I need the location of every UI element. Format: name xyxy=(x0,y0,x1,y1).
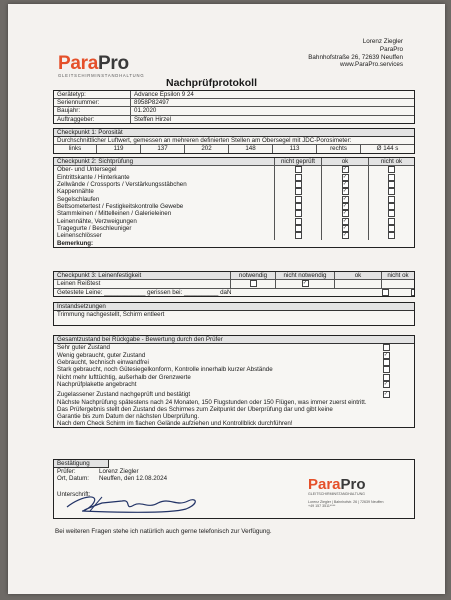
cp1-cell: 137 xyxy=(141,145,185,152)
cp2-not-checked-checkbox[interactable] xyxy=(295,196,302,203)
cp3-col-ok: ok xyxy=(335,272,382,279)
cp2-row xyxy=(54,196,414,203)
state-note: Das Prüfergebnis stellt den Zustand des Schirmes zum Zeitpunkt der Überprüfung dar und gibt keine xyxy=(57,405,333,413)
cp2-item-label: Leinenschlösser xyxy=(54,232,275,239)
cp1-cell: rechts xyxy=(317,145,361,152)
cp3-unit: daN xyxy=(220,288,232,296)
address-web: www.ParaPro.services xyxy=(340,61,403,69)
state-row xyxy=(54,374,414,381)
confirm-examiner-label: Prüfer: xyxy=(57,468,76,476)
document-title: Nachprüfprotokoll xyxy=(166,77,257,89)
cp2-row xyxy=(54,225,414,232)
state-label: Stark gebraucht, noch Gütesiegelkonform, Kontrolle innerhalb kurzer Abstände xyxy=(57,366,273,374)
address-block xyxy=(308,38,403,69)
cp1-description: Durchschnittlicher Luftwert, gemessen an mehreren definierten Stellen am Obersegel mit JDC-Porosimeter: xyxy=(54,137,414,145)
approved-label: Zugelassener Zustand nachgeprüft und bestätigt xyxy=(57,391,191,399)
cp2-ok-checkbox[interactable]: ✓ xyxy=(342,217,348,224)
cp2-item-label: Stammleinen / Mittelleinen / Galerieleinen xyxy=(54,210,275,217)
cp2-item-label: Kappennähte xyxy=(54,188,275,195)
cp2-not-ok-checkbox[interactable] xyxy=(388,225,395,232)
checkpoint-3-box: Checkpunkt 3: Leinenfestigkeit notwendig nicht notwendig ok nicht ok Leinen Reißtest ✓ Getestete Leine: ____________ gerissen bei: __________ daN xyxy=(53,271,415,297)
cp2-title: Checkpunkt 2: Sichtprüfung xyxy=(54,158,275,165)
cp1-cell: 148 xyxy=(229,145,273,152)
cp2-not-ok-checkbox[interactable] xyxy=(388,218,395,225)
cp2-row xyxy=(54,218,414,225)
cp3-needed-checkbox[interactable] xyxy=(250,280,257,287)
cp2-col-ok: ok xyxy=(322,158,369,165)
cp3-torn-at-label: gerissen bei: xyxy=(147,288,183,296)
cp2-not-checked-checkbox[interactable] xyxy=(295,232,302,239)
cp2-row xyxy=(54,232,414,239)
cp1-title: Checkpunkt 1: Porosität xyxy=(54,129,414,137)
cp1-average: Ø 144 s xyxy=(376,145,399,153)
repairs-title: Instandsetzungen xyxy=(54,303,414,311)
cp2-not-checked-checkbox[interactable] xyxy=(295,166,302,173)
confirm-signature-label: Unterschrift: xyxy=(57,490,91,498)
repairs-text: Trimmung nachgestellt, Schirm entleert xyxy=(57,311,165,319)
badge-label: Nachprüfplakette angebracht xyxy=(57,380,137,388)
cp2-remarks: Bemerkung: xyxy=(57,239,94,247)
cp2-ok-checkbox[interactable]: ✓ xyxy=(342,166,348,173)
cp2-not-ok-checkbox[interactable] xyxy=(388,232,395,239)
stamp-sub: GLEITSCHIRMINSTANDHALTUNG xyxy=(308,492,365,496)
cp2-not-ok-checkbox[interactable] xyxy=(388,166,395,173)
repairs-box xyxy=(53,302,415,326)
cp2-ok-checkbox[interactable]: ✓ xyxy=(342,180,348,187)
address-street: Bahnhofstraße 26, 72639 Neuffen xyxy=(308,53,403,61)
cp3-col-not-ok: nicht ok xyxy=(387,272,409,279)
device-type-value: Advance Epsilon 9 24 xyxy=(134,91,194,98)
state-checkbox[interactable] xyxy=(383,366,390,373)
handwritten-signature xyxy=(62,491,212,515)
brand-tagline: GLEITSCHIRMINSTANDHALTUNG xyxy=(58,73,145,78)
footer-note: Bei weiteren Fragen stehe ich natürlich auch gerne telefonisch zur Verfügung. xyxy=(55,528,272,535)
state-checkbox[interactable] xyxy=(383,344,390,351)
cp2-not-ok-checkbox[interactable] xyxy=(388,196,395,203)
confirm-date-label: Ort, Datum: xyxy=(57,475,89,483)
cp2-not-ok-checkbox[interactable] xyxy=(388,203,395,210)
brand-word-pro: Pro xyxy=(98,53,129,74)
cp2-row xyxy=(54,203,414,210)
state-note: Nächste Nachprüfung spätestens nach 24 Monaten, 150 Flugstunden oder 150 Flügen, was immer zuerst eintritt. xyxy=(57,398,367,406)
client-label: Auftraggeber: xyxy=(54,116,131,123)
brand-word-para: Para xyxy=(58,53,99,74)
cp2-ok-checkbox[interactable]: ✓ xyxy=(342,232,348,239)
cp2-not-ok-checkbox[interactable] xyxy=(388,188,395,195)
state-label: Nicht mehr lufttüchtig, außerhalb der Grenzwerte xyxy=(57,373,191,381)
cp3-ok-checkbox[interactable] xyxy=(382,289,389,296)
address-name: Lorenz Ziegler xyxy=(362,38,403,45)
state-checkbox[interactable]: ✓ xyxy=(383,351,389,358)
cp2-not-checked-checkbox[interactable] xyxy=(295,181,302,188)
cp2-not-checked-checkbox[interactable] xyxy=(295,174,302,181)
cp2-row xyxy=(54,181,414,188)
cp2-row xyxy=(54,166,414,173)
device-type-label: Gerätetyp: xyxy=(54,91,131,98)
state-note: Garantie bis zum Datum der nächsten Überprüfung. xyxy=(57,413,200,421)
cp2-not-checked-checkbox[interactable] xyxy=(295,188,302,195)
cp2-ok-checkbox[interactable]: ✓ xyxy=(342,224,348,231)
cp2-not-ok-checkbox[interactable] xyxy=(388,210,395,217)
stamp-logo: ParaPro GLEITSCHIRMINSTANDHALTUNG Lorenz Ziegler | Bahnhofstr. 26 | 72639 Neuffen +49 157 3511**** xyxy=(308,476,384,508)
cp3-tested-line-label: Getestete Leine: xyxy=(57,288,103,296)
cp2-item-label: Tragegurte / Beschleuniger xyxy=(54,225,275,232)
state-checkbox[interactable] xyxy=(383,359,390,366)
cp2-ok-checkbox[interactable]: ✓ xyxy=(342,188,348,195)
address-company: ParaPro xyxy=(379,45,403,53)
cp2-item-label: Bettsometertest / Festigkeitskontrolle Gewebe xyxy=(54,203,275,210)
state-row xyxy=(54,366,414,373)
cp1-cell: 119 xyxy=(97,145,141,152)
cp2-not-ok-checkbox[interactable] xyxy=(388,181,395,188)
cp3-not-needed-checkbox[interactable]: ✓ xyxy=(302,280,308,287)
serial-value: 8958P82497 xyxy=(134,99,170,107)
cp2-ok-checkbox[interactable]: ✓ xyxy=(342,202,348,209)
approved-checkbox[interactable]: ✓ xyxy=(383,391,389,398)
confirm-title: Bestätigung xyxy=(54,460,109,468)
cp3-col-not-needed: nicht notwendig xyxy=(276,272,335,279)
cp2-item-label: Leinennähte, Verzweigungen xyxy=(54,218,275,225)
cp2-row xyxy=(54,174,414,181)
state-label: Gebraucht, technisch einwandfrei xyxy=(57,358,149,366)
year-value: 01.2020 xyxy=(134,107,157,115)
client-value: Steffen Hirzel xyxy=(134,115,172,123)
cp2-not-checked-checkbox[interactable] xyxy=(295,218,302,225)
cp2-ok-checkbox[interactable]: ✓ xyxy=(342,173,348,180)
cp1-values-row xyxy=(54,145,414,152)
state-label: Sehr guter Zustand xyxy=(57,344,110,352)
state-title: Gesamtzustand bei Rückgabe - Bewertung durch den Prüfer xyxy=(54,336,414,344)
cp2-item-label: Eintrittskante / Hinterkante xyxy=(54,174,275,181)
stamp-phone: +49 157 3511**** xyxy=(308,504,336,508)
cp2-item-label: Ober- und Untersegel xyxy=(54,166,275,173)
state-label: Wenig gebraucht, guter Zustand xyxy=(57,351,146,359)
device-info-box xyxy=(53,90,415,124)
state-row xyxy=(54,359,414,366)
cp2-row xyxy=(54,210,414,217)
cp2-not-checked-checkbox[interactable] xyxy=(295,210,302,217)
cp2-item-label: Segelschlaufen xyxy=(54,196,275,203)
serial-label: Seriennummer: xyxy=(54,99,131,106)
state-row xyxy=(54,344,414,351)
cp3-tear-test: Leinen Reißtest xyxy=(54,280,231,287)
overall-state-box xyxy=(53,335,415,428)
cp1-cell: links xyxy=(54,145,97,152)
checkpoint-2-box xyxy=(53,157,415,248)
cp2-col-not-checked: nicht geprüft xyxy=(275,158,322,165)
cp2-col-not-ok: nicht ok xyxy=(380,158,403,165)
cp2-not-checked-checkbox[interactable] xyxy=(295,225,302,232)
cp2-row xyxy=(54,188,414,195)
cp3-col-needed: notwendig xyxy=(231,272,276,279)
state-checkbox[interactable] xyxy=(383,374,390,381)
stamp-address: Lorenz Ziegler | Bahnhofstr. 26 | 72639 Neuffen xyxy=(308,500,384,504)
state-note: Nach dem Check Schirm im flachen Gelände aufziehen und Kontrollblick durchführen! xyxy=(57,420,293,428)
cp2-not-checked-checkbox[interactable] xyxy=(295,203,302,210)
cp2-not-ok-checkbox[interactable] xyxy=(388,174,395,181)
cp1-cell: 113 xyxy=(273,145,317,152)
cp2-ok-checkbox[interactable]: ✓ xyxy=(342,210,348,217)
document-sheet xyxy=(8,4,445,594)
cp3-title: Checkpunkt 3: Leinenfestigkeit xyxy=(54,272,231,279)
cp2-ok-checkbox[interactable]: ✓ xyxy=(342,195,348,202)
cp1-cell: 202 xyxy=(185,145,229,152)
state-row xyxy=(54,352,414,359)
badge-checkbox[interactable]: ✓ xyxy=(383,380,389,387)
brand-logo xyxy=(58,54,144,78)
year-label: Baujahr: xyxy=(54,107,131,114)
cp2-item-label: Zellwände / Crossports / Verstärkungsstäbchen xyxy=(54,181,275,188)
checkpoint-1-box xyxy=(53,128,415,154)
confirm-examiner-value: Lorenz Ziegler xyxy=(99,468,139,476)
confirm-date-value: Neuffen, den 12.08.2024 xyxy=(99,475,168,483)
cp3-not-ok-checkbox[interactable] xyxy=(411,289,414,296)
